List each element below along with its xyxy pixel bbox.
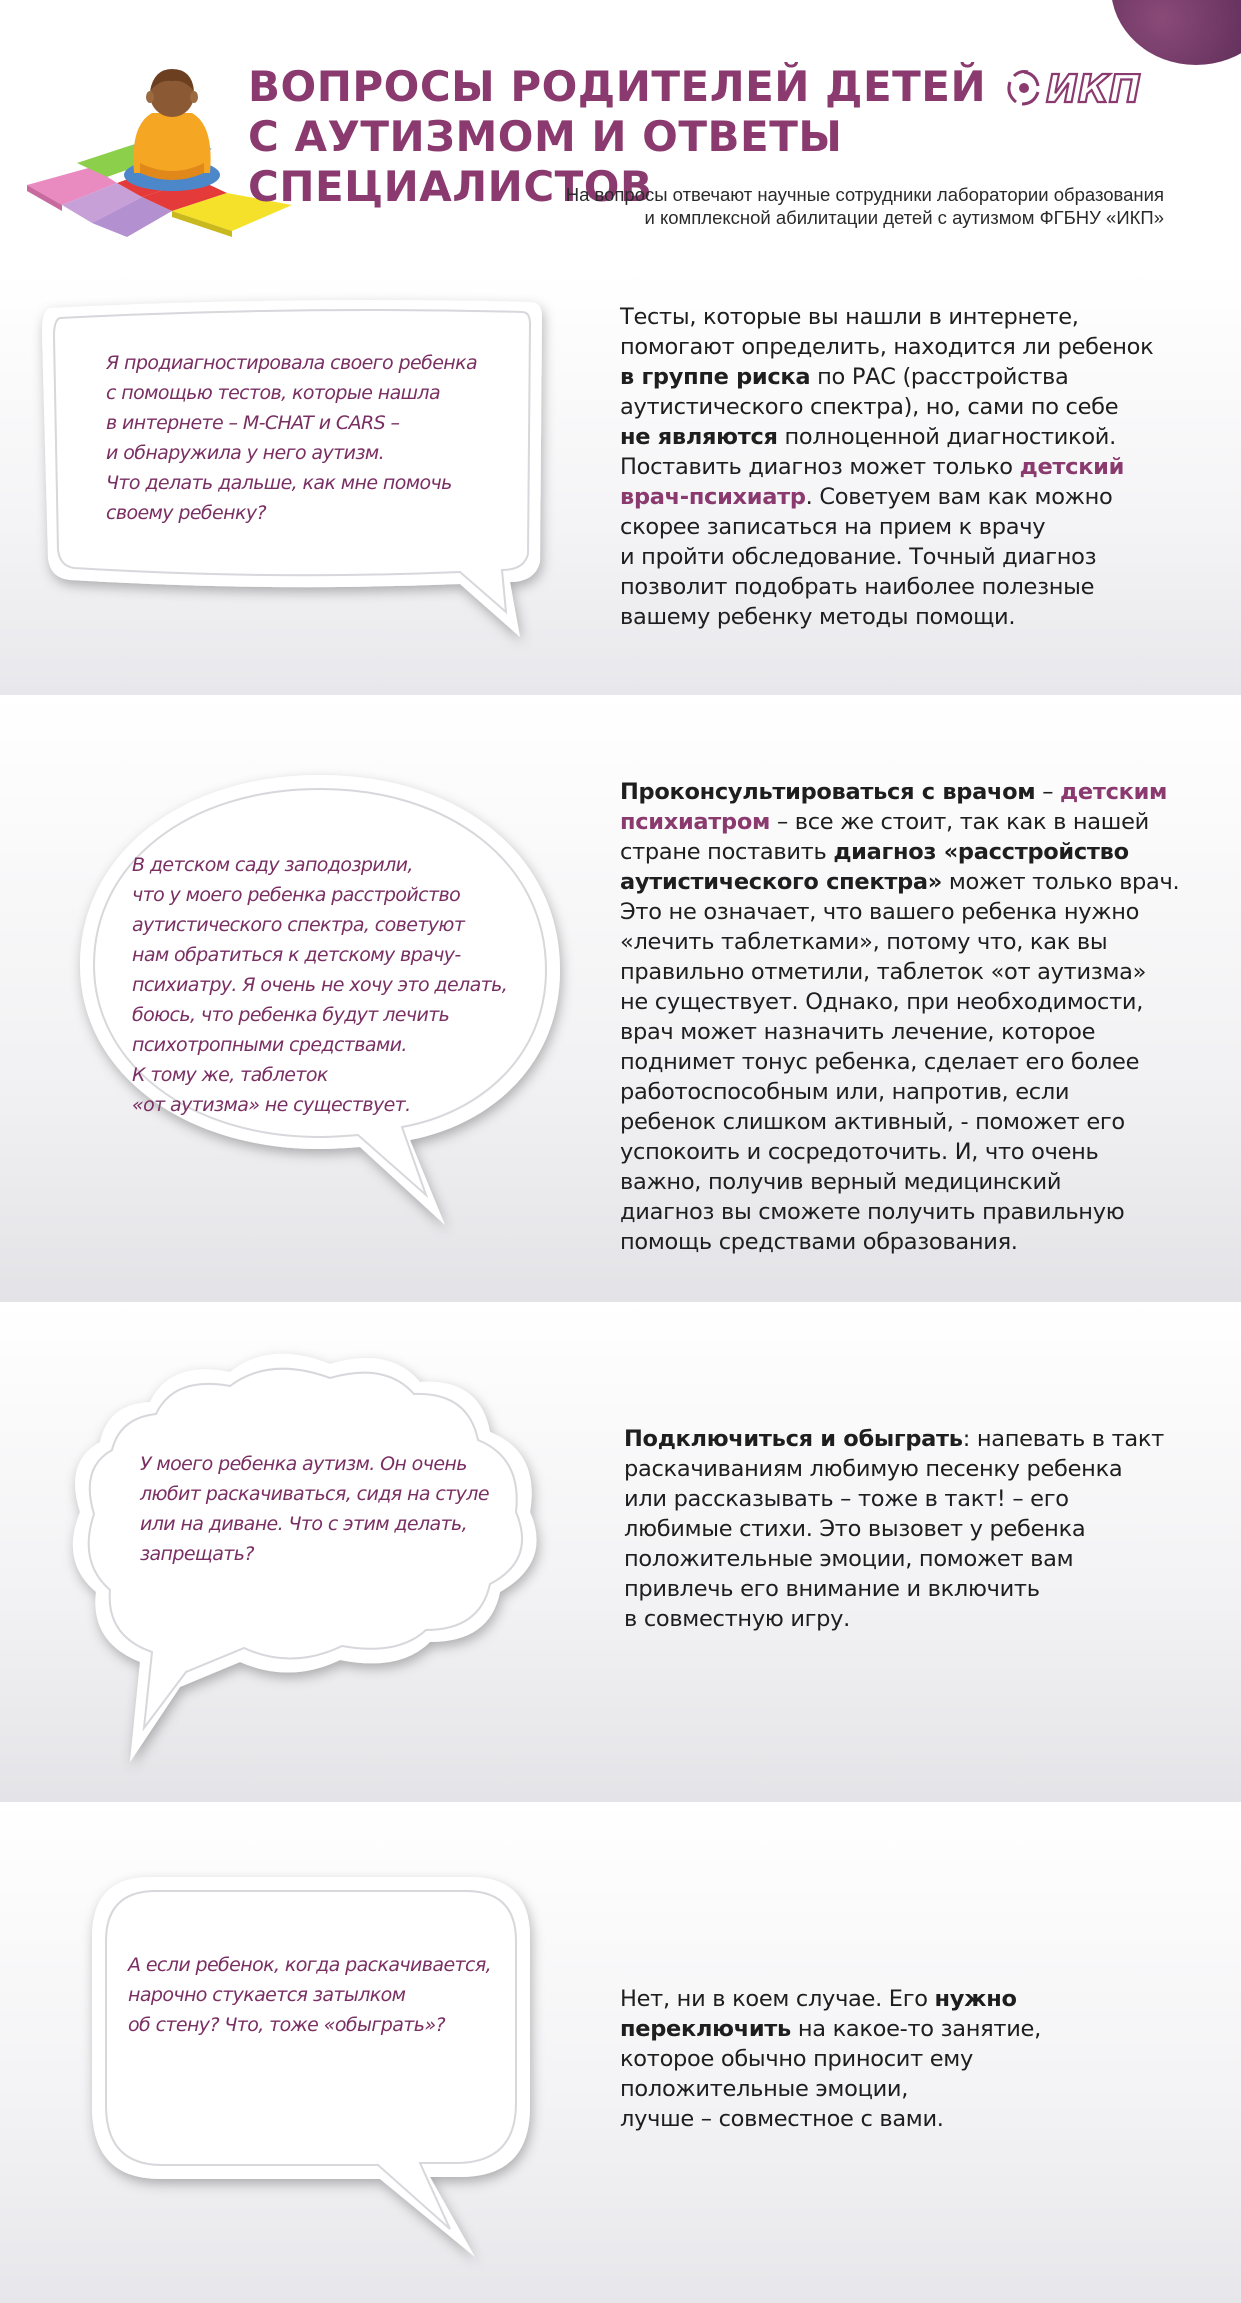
bold-text: аутистического спектра»	[620, 869, 942, 895]
answer-line	[620, 302, 1153, 332]
bold-text: в группе риска	[620, 364, 811, 390]
answer-line	[620, 897, 1179, 927]
question-2-line: К тому же, таблеток	[132, 1064, 328, 1086]
question-1-line: Что делать дальше, как мне помочь	[106, 472, 452, 494]
answer-line	[624, 1424, 1164, 1454]
answer-text: – все же стоит, так как в нашей	[770, 809, 1149, 835]
answer-line	[620, 1047, 1179, 1077]
answer-text: которое обычно приносит ему	[620, 2046, 973, 2072]
title-line-1: ВОПРОСЫ РОДИТЕЛЕЙ ДЕТЕЙ	[248, 62, 987, 111]
answer-text: –	[1035, 779, 1061, 805]
question-3-line: запрещать?	[140, 1543, 254, 1565]
question-4-line: нарочно стукается затылком	[128, 1984, 406, 2006]
question-3-line: любит раскачиваться, сидя на стуле	[140, 1483, 489, 1505]
answer-text: на какое-то занятие,	[790, 2016, 1041, 2042]
question-4-line: об стену? Что, тоже «обыграть»?	[128, 2014, 445, 2036]
answer-line	[620, 332, 1153, 362]
answer-line	[620, 392, 1153, 422]
question-1-line: своему ребенку?	[106, 502, 266, 524]
answer-line	[620, 927, 1179, 957]
subtitle-line-2: и комплексной абилитации детей с аутизмом ФГБНУ «ИКП»	[644, 207, 1164, 228]
answer-text: в совместную игру.	[624, 1606, 851, 1632]
qa-section-4	[0, 1802, 1241, 2303]
answer-text: работоспособным или, напротив, если	[620, 1079, 1070, 1105]
answer-line	[620, 2074, 1041, 2104]
answer-text: ребенок слишком активный, - поможет его	[620, 1109, 1125, 1135]
bold-text: не являются	[620, 424, 778, 450]
subtitle	[444, 183, 1164, 229]
answer-text: диагноз вы сможете получить правильную	[620, 1199, 1125, 1225]
question-2-line: боюсь, что ребенка будут лечить	[132, 1004, 450, 1026]
answer-text: позволит подобрать наиболее полезные	[620, 574, 1095, 600]
answer-line	[620, 1984, 1041, 2014]
bold-text: Проконсультироваться с врачом	[620, 779, 1036, 805]
answer-line	[620, 452, 1153, 482]
answer-text: поднимет тонус ребенка, сделает его более	[620, 1049, 1140, 1075]
question-1	[106, 348, 477, 528]
answer-line	[620, 422, 1153, 452]
answer-line	[620, 572, 1153, 602]
answer-line	[620, 602, 1153, 632]
answer-line	[624, 1604, 1164, 1634]
answer-text: успокоить и сосредоточить. И, что очень	[620, 1139, 1099, 1165]
answer-text: раскачиваниям любимую песенку ребенка	[624, 1456, 1123, 1482]
answer-text: помощь средствами образования.	[620, 1229, 1018, 1255]
answer-line	[620, 837, 1179, 867]
answer-text: правильно отметили, таблеток «от аутизма»	[620, 959, 1147, 985]
answer-text: любимые стихи. Это вызовет у ребенка	[624, 1516, 1086, 1542]
answer-3	[624, 1424, 1164, 1634]
question-2-line: В детском саду заподозрили,	[132, 854, 413, 876]
accent-text: врач-психиатр	[620, 484, 806, 510]
answer-text: Тесты, которые вы нашли в интернете,	[620, 304, 1079, 330]
bold-text: нужно	[934, 1986, 1017, 2012]
answer-text: положительные эмоции,	[620, 2076, 909, 2102]
answer-line	[620, 1197, 1179, 1227]
answer-line	[620, 512, 1153, 542]
answer-text: по РАС (расстройства	[810, 364, 1069, 390]
question-2-line: аутистического спектра, советуют	[132, 914, 465, 936]
question-3-line: или на диване. Что с этим делать,	[140, 1513, 468, 1535]
qa-section-1	[0, 270, 1241, 695]
answer-line	[624, 1454, 1164, 1484]
answer-4	[620, 1984, 1041, 2134]
accent-text: детским	[1060, 779, 1168, 805]
answer-line	[620, 2044, 1041, 2074]
answer-line	[620, 1017, 1179, 1047]
question-2-line: что у моего ребенка расстройство	[132, 884, 461, 906]
answer-text: . Советуем вам как можно	[805, 484, 1113, 510]
answer-line	[624, 1484, 1164, 1514]
accent-text: детский	[1019, 454, 1125, 480]
qa-section-3	[0, 1302, 1241, 1802]
answer-line	[620, 362, 1153, 392]
answer-line	[624, 1514, 1164, 1544]
bold-text: переключить	[620, 2016, 791, 2042]
question-1-line: с помощью тестов, которые нашла	[106, 382, 441, 404]
answer-line	[624, 1574, 1164, 1604]
logo-text: ИКП	[1046, 67, 1141, 111]
answer-line	[620, 1167, 1179, 1197]
question-2-line: нам обратиться к детскому врачу-	[132, 944, 461, 966]
answer-text: или рассказывать – тоже в такт! – его	[624, 1486, 1069, 1512]
title-line-2: С АУТИЗМОМ И ОТВЕТЫ СПЕЦИАЛИСТОВ	[248, 112, 843, 211]
answer-text: Это не означает, что вашего ребенка нужно	[620, 899, 1140, 925]
question-3-line: У моего ребенка аутизм. Он очень	[140, 1453, 467, 1475]
answer-text: Нет, ни в коем случае. Его	[620, 1986, 935, 2012]
bold-text: Подключиться и обыграть	[624, 1426, 963, 1452]
answer-text: Поставить диагноз может только	[620, 454, 1020, 480]
answer-text: не существует. Однако, при необходимости,	[620, 989, 1144, 1015]
answer-text: важно, получив верный медицинский	[620, 1169, 1062, 1195]
answer-line	[620, 777, 1179, 807]
question-2	[132, 850, 507, 1120]
answer-text: стране поставить	[620, 839, 834, 865]
answer-text: и пройти обследование. Точный диагноз	[620, 544, 1097, 570]
answer-2	[620, 777, 1179, 1257]
answer-line	[620, 1077, 1179, 1107]
answer-line	[620, 2104, 1041, 2134]
answer-text: помогают определить, находится ли ребенок	[620, 334, 1154, 360]
answer-line	[620, 1107, 1179, 1137]
answer-text: положительные эмоции, поможет вам	[624, 1546, 1074, 1572]
answer-line	[620, 987, 1179, 1017]
answer-text: врач может назначить лечение, которое	[620, 1019, 1096, 1045]
question-1-line: и обнаружила у него аутизм.	[106, 442, 385, 464]
question-1-line: Я продиагностировала своего ребенка	[106, 352, 478, 374]
subtitle-line-1: На вопросы отвечают научные сотрудники лаборатории образования	[565, 184, 1164, 205]
answer-line	[620, 957, 1179, 987]
qa-section-2	[0, 695, 1241, 1302]
header	[0, 0, 1241, 270]
question-2-line: «от аутизма» не существует.	[132, 1094, 411, 1116]
answer-line	[620, 542, 1153, 572]
answer-line	[624, 1544, 1164, 1574]
answer-text: лучше – совместное с вами.	[620, 2106, 944, 2132]
speech-bubble-4	[80, 1857, 550, 2277]
answer-1	[620, 302, 1153, 632]
answer-text: может только врач.	[942, 869, 1180, 895]
answer-line	[620, 1227, 1179, 1257]
accent-text: психиатром	[620, 809, 771, 835]
answer-text: привлечь его внимание и включить	[624, 1576, 1040, 1602]
question-4	[128, 1950, 491, 2040]
answer-text: «лечить таблетками», потому что, как вы	[620, 929, 1108, 955]
question-1-line: в интернете – M-CHAT и CARS –	[106, 412, 400, 434]
bold-text: диагноз «расстройство	[833, 839, 1129, 865]
answer-line	[620, 1137, 1179, 1167]
answer-line	[620, 2014, 1041, 2044]
answer-text: полноценной диагностикой.	[777, 424, 1116, 450]
question-3	[140, 1449, 489, 1569]
question-2-line: психотропными средствами.	[132, 1034, 407, 1056]
answer-text: аутистического спектра), но, сами по себе	[620, 394, 1119, 420]
answer-text: : напевать в такт	[962, 1426, 1164, 1452]
question-2-line: психиатру. Я очень не хочу это делать,	[132, 974, 508, 996]
answer-text: вашему ребенку методы помощи.	[620, 604, 1016, 630]
ikp-logo	[1002, 64, 1164, 112]
answer-line	[620, 867, 1179, 897]
question-4-line: А если ребенок, когда раскачивается,	[128, 1954, 492, 1976]
answer-line	[620, 482, 1153, 512]
answer-text: скорее записаться на прием к врачу	[620, 514, 1046, 540]
answer-line	[620, 807, 1179, 837]
